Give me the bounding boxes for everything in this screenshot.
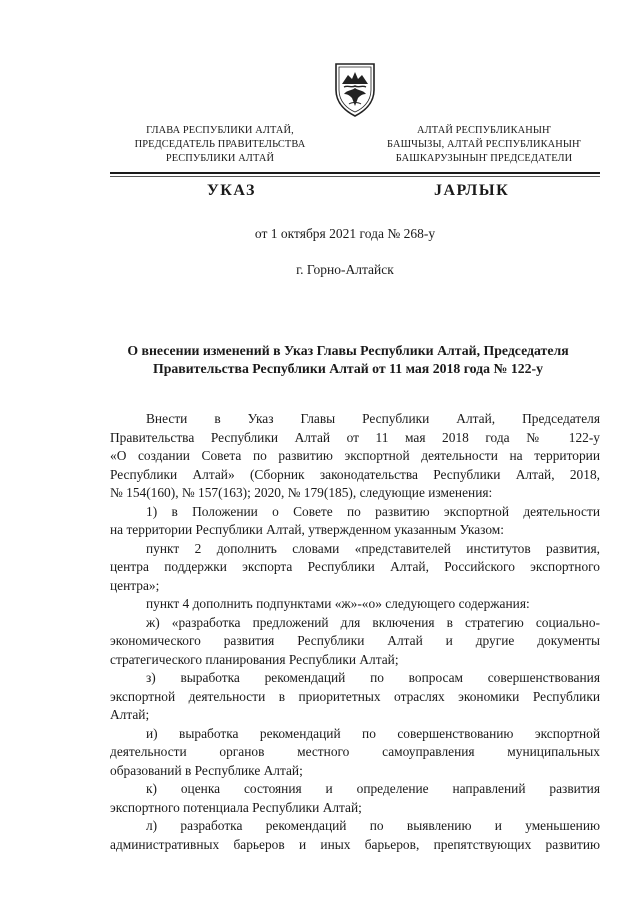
header-left-line: ПРЕДСЕДАТЕЛЬ ПРАВИТЕЛЬСТВА <box>134 139 306 150</box>
document-title-line: О внесении изменений в Указ Главы Республики Алтай, Председателя <box>127 343 569 358</box>
header-right-block <box>368 124 600 166</box>
body-text-line: центра»; <box>110 577 160 593</box>
body-text-line: административных барьеров и иных барьеров, препятствующих развитию <box>110 836 600 852</box>
body-text-line: Внести в Указ Главы Республики Алтай, Председателя <box>146 411 600 426</box>
header-divider-thick <box>110 172 600 174</box>
body-text-line: к) оценка состояния и определение направлений развития <box>146 781 600 796</box>
document-body <box>110 410 600 854</box>
header-right-line: БАШКАРУЗЫНЫҤ ПРЕДСЕДАТЕЛИ <box>395 153 573 164</box>
body-text-line: 1) в Положении о Совете по развитию экспортной деятельности <box>146 503 600 519</box>
decree-label-alt: JАРЛЫК <box>434 182 510 199</box>
header-right-line: БАШЧЫЗЫ, АЛТАЙ РЕСПУБЛИКАНЫҤ <box>387 139 581 150</box>
decree-city: г. Горно-Алтайск <box>296 262 394 277</box>
body-text-line: Правительства Республики Алтай от 11 мая 2018 года № 122-у <box>110 429 600 445</box>
body-text-line: экспортного потенциала Республики Алтай; <box>110 799 362 815</box>
header-left-line: ГЛАВА РЕСПУБЛИКИ АЛТАЙ, <box>146 125 294 136</box>
decree-date-number: от 1 октября 2021 года № 268-у <box>254 226 436 241</box>
header-left-line: РЕСПУБЛИКИ АЛТАЙ <box>165 153 275 164</box>
document-title <box>100 342 596 378</box>
body-text-line: Алтай; <box>110 707 150 722</box>
body-text-line: пункт 2 дополнить словами «представителей институтов развития, <box>146 540 600 556</box>
body-text-line: л) разработка рекомендаций по выявлению и уменьшению <box>146 818 600 833</box>
body-text-line: з) выработка рекомендаций по вопросам совершенствования <box>146 670 600 685</box>
document-title-line: Правительства Республики Алтай от 11 мая 2018 года № 122-у <box>152 361 544 376</box>
body-text-line: деятельности органов местного самоуправления муниципальных <box>110 744 600 759</box>
decree-label-ru: УКАЗ <box>207 182 256 199</box>
body-text-line: ж) «разработка предложений для включения в стратегию социально- <box>146 614 600 630</box>
body-text-line: «О создании Совета по развитию экспортной деятельности на территории <box>110 448 600 463</box>
coat-of-arms-emblem-icon <box>331 60 379 118</box>
body-text-line: образований в Республике Алтай; <box>110 762 303 778</box>
header-left-block <box>110 124 330 166</box>
body-text-line: и) выработка рекомендаций по совершенствованию экспортной <box>146 725 600 741</box>
body-text-line: центра поддержки экспорта Республики Алтай, Российского экспортного <box>110 559 600 574</box>
body-text-line: пункт 4 дополнить подпунктами «ж»-«о» следующего содержания: <box>146 596 530 611</box>
body-text-line: Республики Алтай» (Сборник законодательства Республики Алтай, 2018, <box>110 466 600 482</box>
header-right-line: АЛТАЙ РЕСПУБЛИКАНЫҤ <box>417 125 551 136</box>
body-text-line: стратегического планирования Республики Алтай; <box>110 651 399 667</box>
body-text-line: экспортной деятельности в приоритетных отраслях экономики Республики <box>110 688 600 704</box>
header-divider-thin <box>110 176 600 177</box>
body-text-line: экономического развития Республики Алтай и другие документы <box>110 633 600 648</box>
body-text-line: № 154(160), № 157(163); 2020, № 179(185), следующие изменения: <box>110 485 493 500</box>
body-text-line: на территории Республики Алтай, утвержденном указанным Указом: <box>110 522 505 537</box>
